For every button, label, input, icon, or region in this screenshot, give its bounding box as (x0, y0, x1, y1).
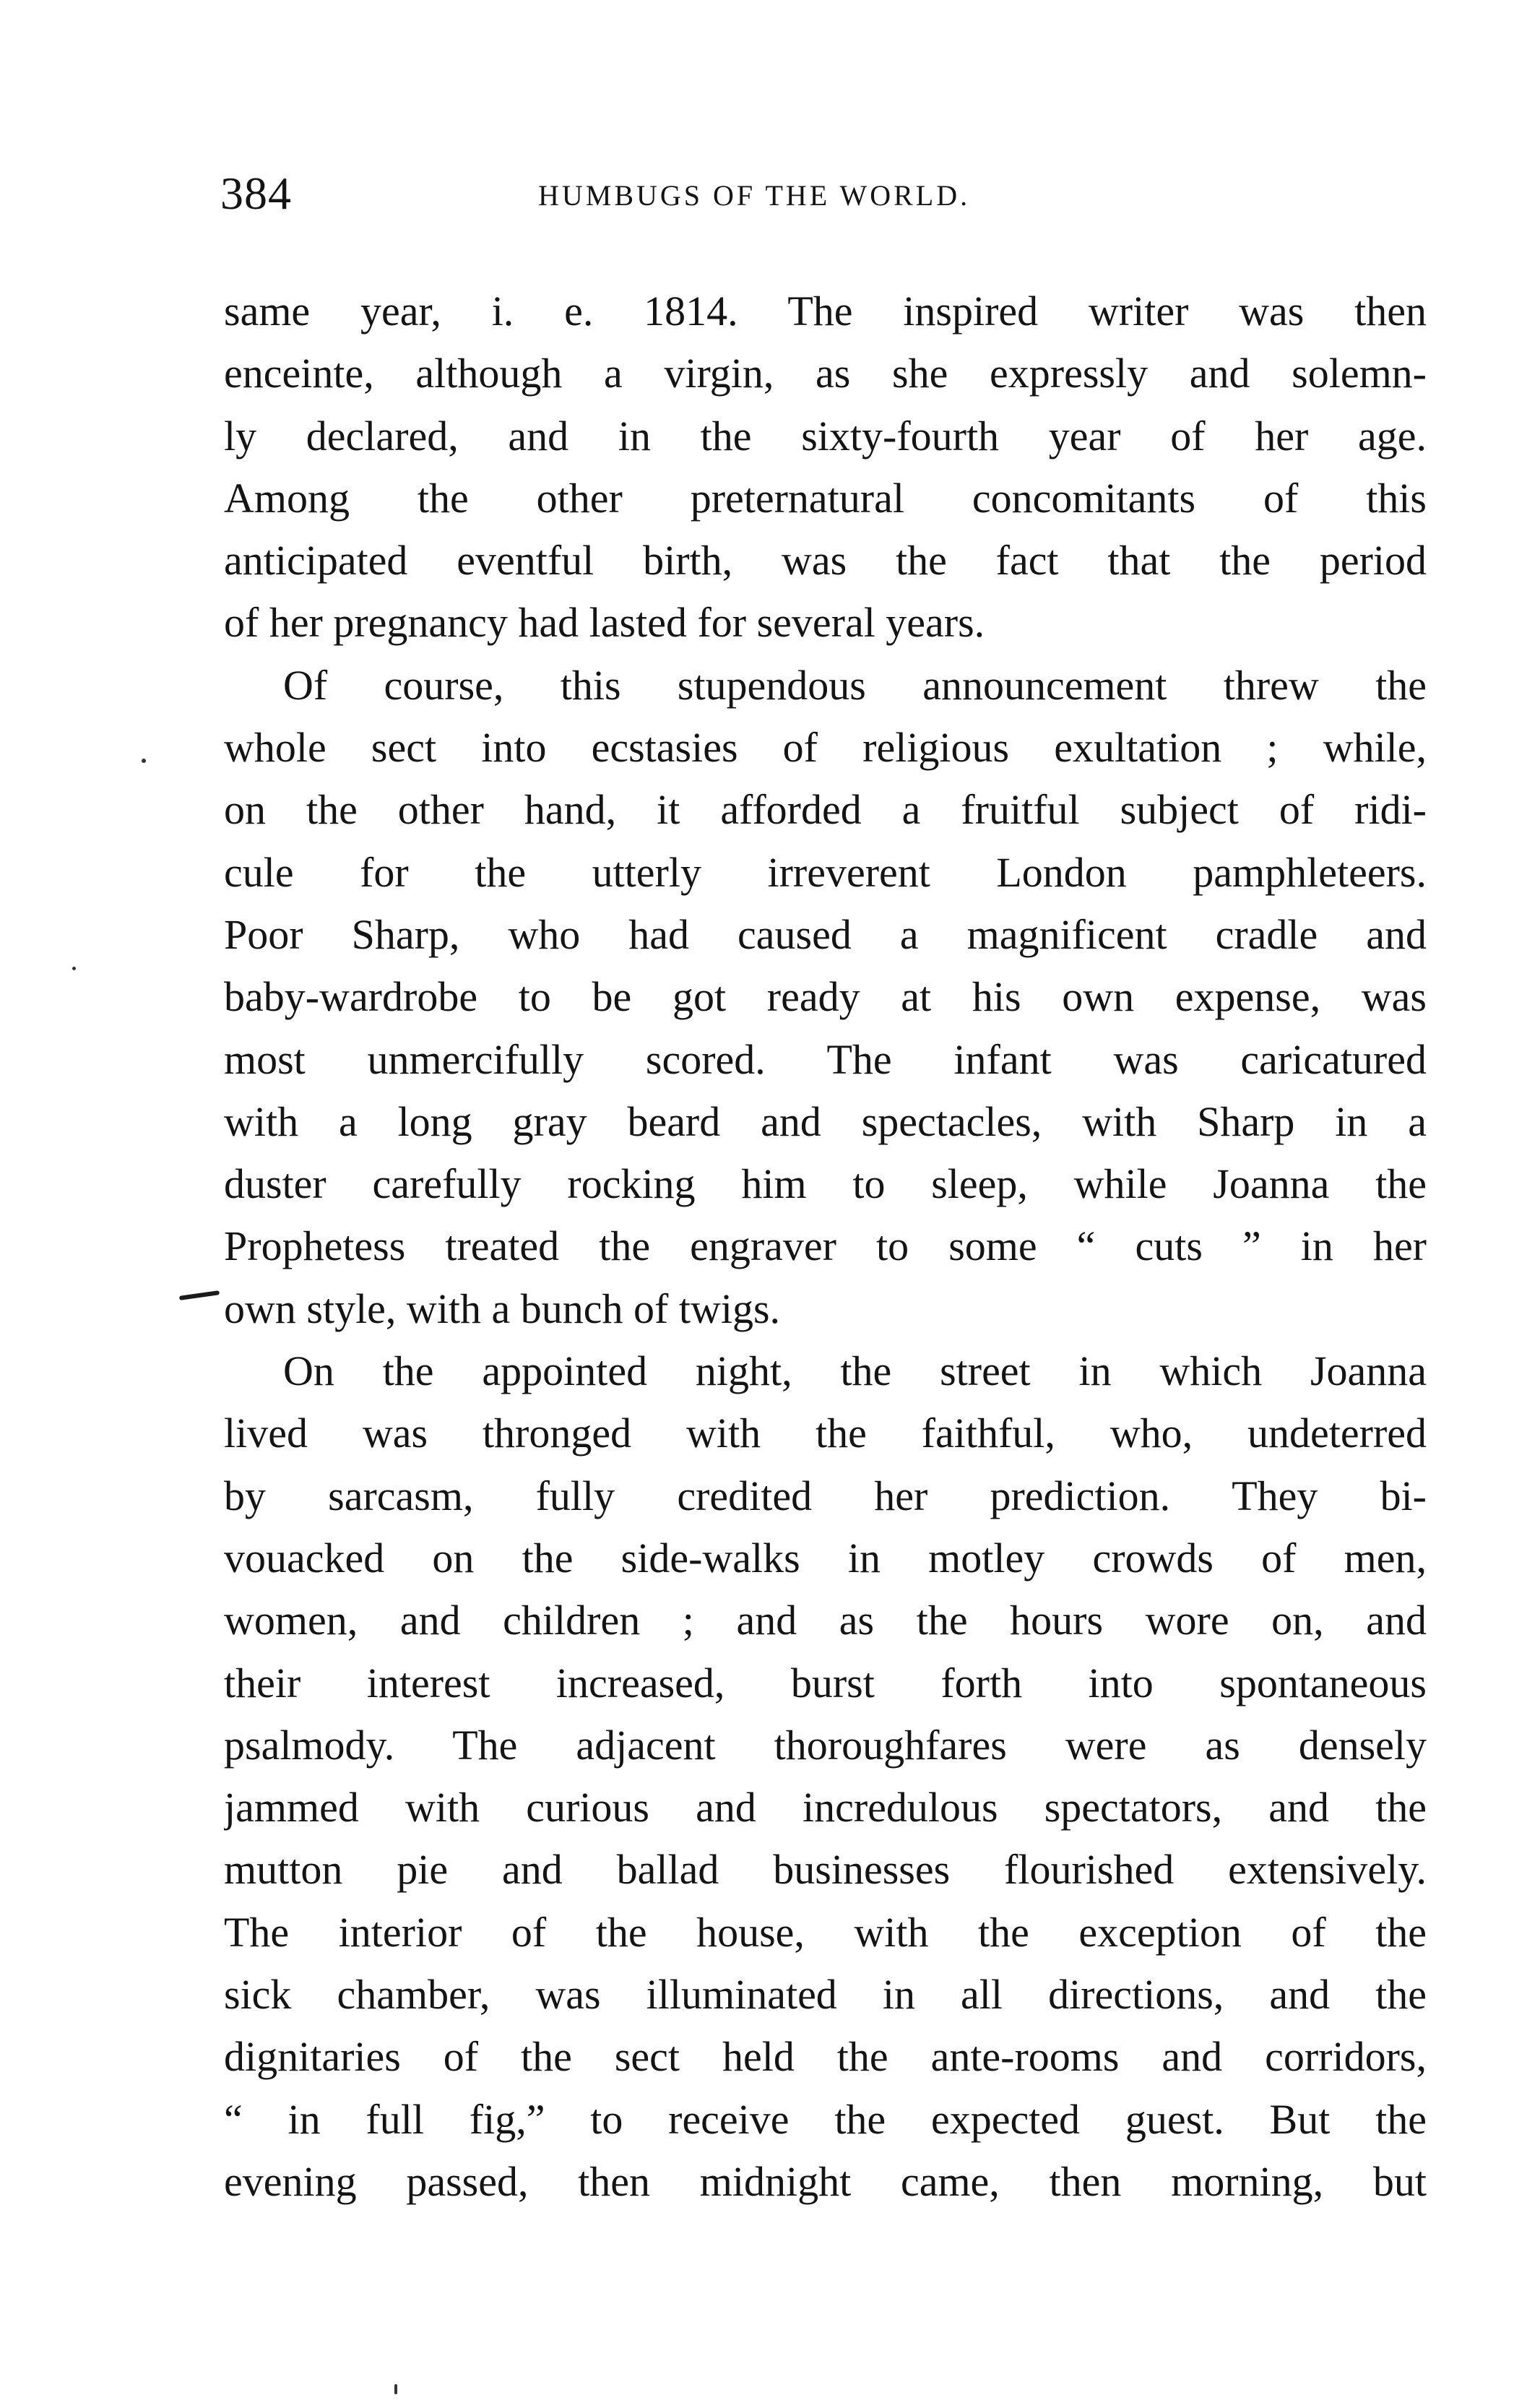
margin-pencil-mark (179, 1290, 220, 1300)
text-line: The interior of the house, with the exception of the (224, 1908, 1427, 1956)
text-line: own style, with a bunch of twigs. (224, 1285, 781, 1332)
text-line: psalmody. The adjacent thoroughfares were as densely (224, 1721, 1427, 1769)
text-line: ly declared, and in the sixty-fourth year of her age. (224, 412, 1427, 459)
text-line: duster carefully rocking him to sleep, while Joanna the (224, 1160, 1427, 1208)
text-line: mutton pie and ballad businesses flourished extensively. (224, 1846, 1427, 1894)
paper-speck (142, 759, 146, 763)
text-line: same year, i. e. 1814. The inspired writer was then (224, 288, 1427, 335)
text-line: anticipated eventful birth, was the fact that the period (224, 537, 1427, 584)
body-text (224, 280, 1427, 2213)
text-line: by sarcasm, fully credited her prediction. They bi- (224, 1472, 1427, 1519)
text-line: lived was thronged with the faithful, who, undeterred (224, 1410, 1427, 1457)
text-line: whole sect into ecstasies of religious exultation ; while, (224, 724, 1427, 772)
text-line: on the other hand, it afforded a fruitful subject of ridi- (224, 786, 1427, 834)
page-header (220, 165, 1434, 223)
text-line: their interest increased, burst forth into spontaneous (224, 1659, 1427, 1706)
text-line: Of course, this stupendous announcement threw the (283, 661, 1427, 709)
text-line: women, and children ; and as the hours wore on, and (224, 1597, 1427, 1644)
text-line: of her pregnancy had lasted for several years. (224, 599, 985, 647)
text-line: most unmercifully scored. The infant was caricatured (224, 1035, 1427, 1083)
text-line: dignitaries of the sect held the ante-rooms and corridors, (224, 2033, 1427, 2081)
text-line: Poor Sharp, who had caused a magnificent cradle and (224, 910, 1427, 958)
text-line: baby-wardrobe to be got ready at his own expense, was (224, 973, 1427, 1021)
text-line: jammed with curious and incredulous spectators, and the (224, 1784, 1427, 1831)
page-number: 384 (220, 168, 292, 219)
text-line: On the appointed night, the street in which Joanna (283, 1347, 1427, 1395)
text-line: enceinte, although a virgin, as she expressly and solemn- (224, 350, 1427, 397)
text-line: Prophetess treated the engraver to some “ cuts ” in her (224, 1222, 1427, 1270)
text-line: evening passed, then midnight came, then morning, but (224, 2157, 1427, 2205)
text-line: cule for the utterly irreverent London pamphleteers. (224, 848, 1427, 896)
text-line: sick chamber, was illuminated in all directions, and the (224, 1971, 1427, 2019)
text-line: vouacked on the side-walks in motley crowds of men, (224, 1534, 1427, 1581)
paper-speck (394, 2384, 397, 2394)
running-title: HUMBUGS OF THE WORLD. (538, 179, 971, 212)
text-line: Among the other preternatural concomitants of this (224, 474, 1427, 522)
paper-speck (72, 967, 76, 970)
text-line: with a long gray beard and spectacles, with Sharp in a (224, 1097, 1427, 1145)
text-line: “ in full fig,” to receive the expected guest. But the (224, 2095, 1427, 2143)
